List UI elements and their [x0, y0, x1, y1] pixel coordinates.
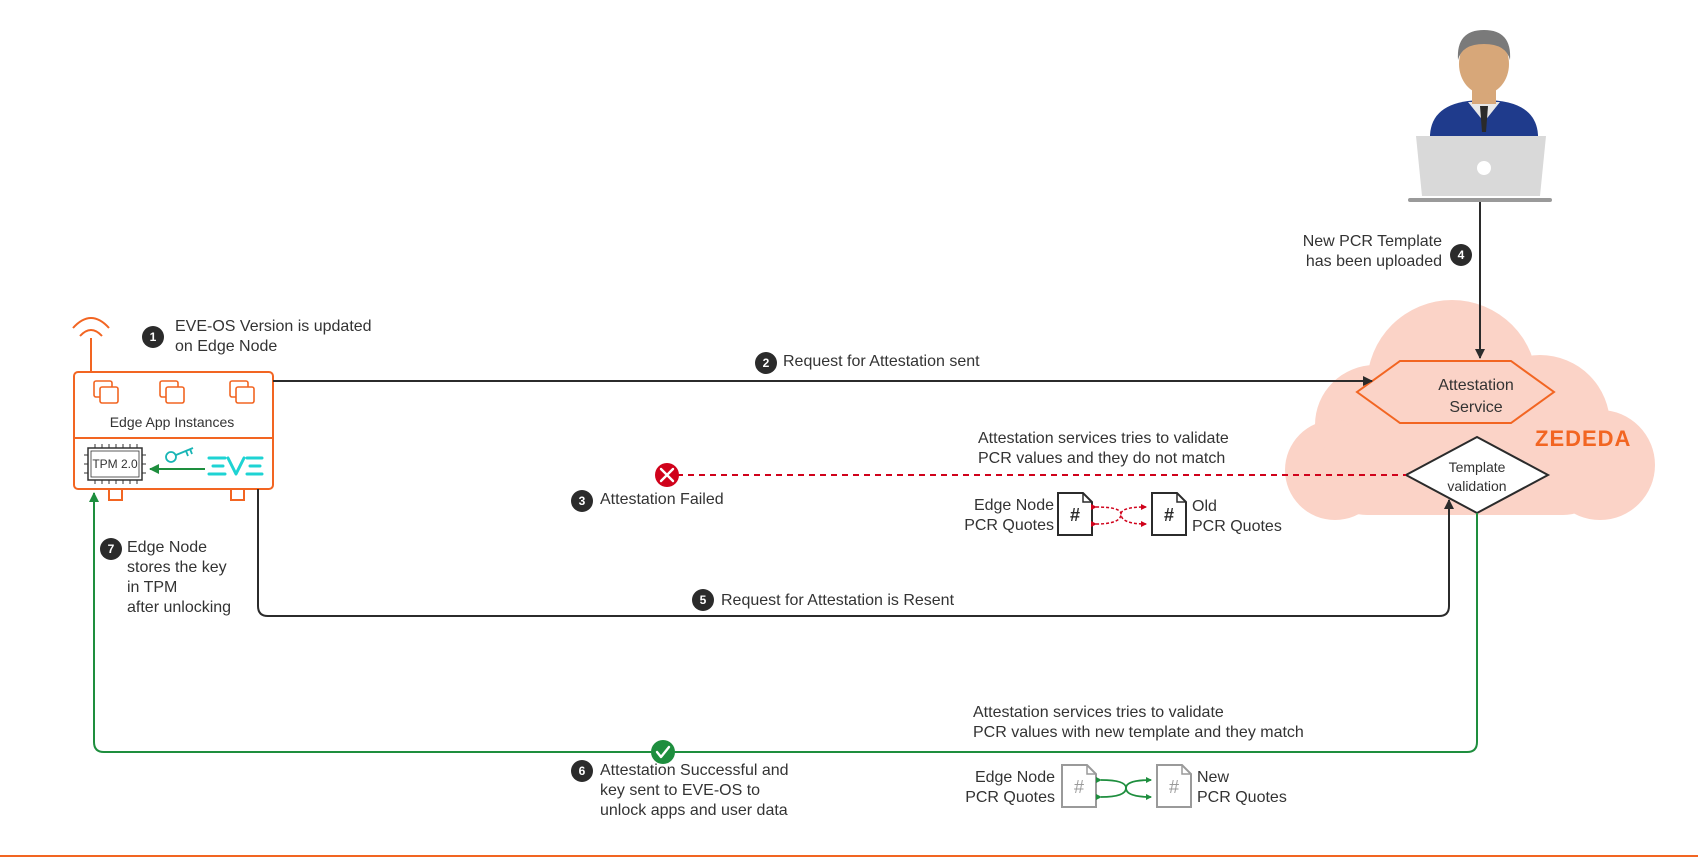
attestation-service-node	[1357, 361, 1554, 423]
step-6-line1: Attestation Successful and	[600, 762, 789, 779]
fail-note-line1: Attestation services tries to validate	[978, 430, 1229, 447]
quote-doc-old	[1152, 493, 1186, 535]
quote-doc-new	[1157, 765, 1191, 807]
step-2-number: 2	[762, 356, 770, 370]
mismatch-arrows	[1096, 507, 1146, 524]
hash-icon: #	[1168, 777, 1180, 797]
step-7-line2: stores the key	[127, 559, 227, 576]
step-3-number: 3	[578, 494, 586, 508]
edge-quotes-failed-line2: PCR Quotes	[964, 517, 1054, 534]
step-7-label	[127, 538, 231, 618]
step-1-number: 1	[149, 330, 157, 344]
new-quotes-label	[1197, 768, 1287, 808]
new-quotes-line1: New	[1197, 769, 1230, 786]
hash-icon: #	[1069, 505, 1081, 525]
attestation-service-line2: Service	[1449, 399, 1503, 416]
wifi-icon	[73, 318, 109, 336]
step-4-number: 4	[1457, 248, 1465, 262]
old-quotes-line1: Old	[1192, 498, 1217, 515]
step-4-line1: New PCR Template	[1302, 233, 1442, 250]
failed-x-icon	[655, 463, 679, 487]
quote-doc-edge-success	[1062, 765, 1096, 807]
old-quotes-label	[1192, 497, 1282, 537]
step-7-line3: in TPM	[127, 579, 178, 596]
tpm-chip	[84, 444, 146, 484]
step-1-line1: EVE-OS Version is updated	[175, 318, 372, 335]
template-validation-line1: Template	[1448, 459, 1506, 475]
step-2-label: Request for Attestation sent	[783, 353, 980, 370]
edge-quotes-success-label	[965, 768, 1055, 808]
attestation-service-line1: Attestation	[1438, 377, 1514, 394]
quote-doc-edge-failed	[1058, 493, 1092, 535]
template-validation-line2: validation	[1447, 478, 1507, 494]
edge-quotes-failed-line1: Edge Node	[973, 497, 1054, 514]
new-quotes-line2: PCR Quotes	[1197, 789, 1287, 806]
step-5-label: Request for Attestation is Resent	[721, 592, 955, 609]
bottom-rule	[0, 855, 1698, 857]
step-6-label	[600, 761, 789, 821]
success-note-line2: PCR values with new template and they match	[973, 724, 1304, 741]
step-5-number: 5	[699, 593, 707, 607]
old-quotes-line2: PCR Quotes	[1192, 518, 1282, 535]
step-1-line2: on Edge Node	[175, 338, 278, 355]
step-7-line4: after unlocking	[127, 599, 232, 616]
hash-icon: #	[1073, 777, 1085, 797]
zededa-logo: ZEDEDA	[1535, 426, 1632, 451]
fail-note-line2: PCR values and they do not match	[978, 450, 1226, 467]
step-6-line2: key sent to EVE-OS to	[600, 782, 761, 799]
success-note	[973, 703, 1304, 743]
edge-quotes-success-line1: Edge Node	[974, 769, 1055, 786]
edge-quotes-failed-label	[964, 496, 1054, 536]
step-4-line2: has been uploaded	[1305, 253, 1442, 270]
step-7-number: 7	[107, 542, 115, 556]
hash-icon: #	[1163, 505, 1175, 525]
step-7-line1: Edge Node	[127, 539, 208, 556]
edge-apps-label: Edge App Instances	[109, 414, 235, 430]
step-1-label	[175, 317, 372, 357]
step-6-number: 6	[578, 764, 586, 778]
user-laptop-icon	[1408, 30, 1552, 202]
edge-quotes-success-line2: PCR Quotes	[965, 789, 1055, 806]
step-3-label: Attestation Failed	[600, 491, 724, 508]
fail-note	[978, 429, 1229, 469]
step-6-line3: unlock apps and user data	[600, 802, 788, 819]
success-note-line1: Attestation services tries to validate	[973, 704, 1224, 721]
step-4-label	[1303, 232, 1442, 272]
tpm-label: TPM 2.0	[92, 457, 138, 471]
match-arrows	[1101, 780, 1151, 797]
